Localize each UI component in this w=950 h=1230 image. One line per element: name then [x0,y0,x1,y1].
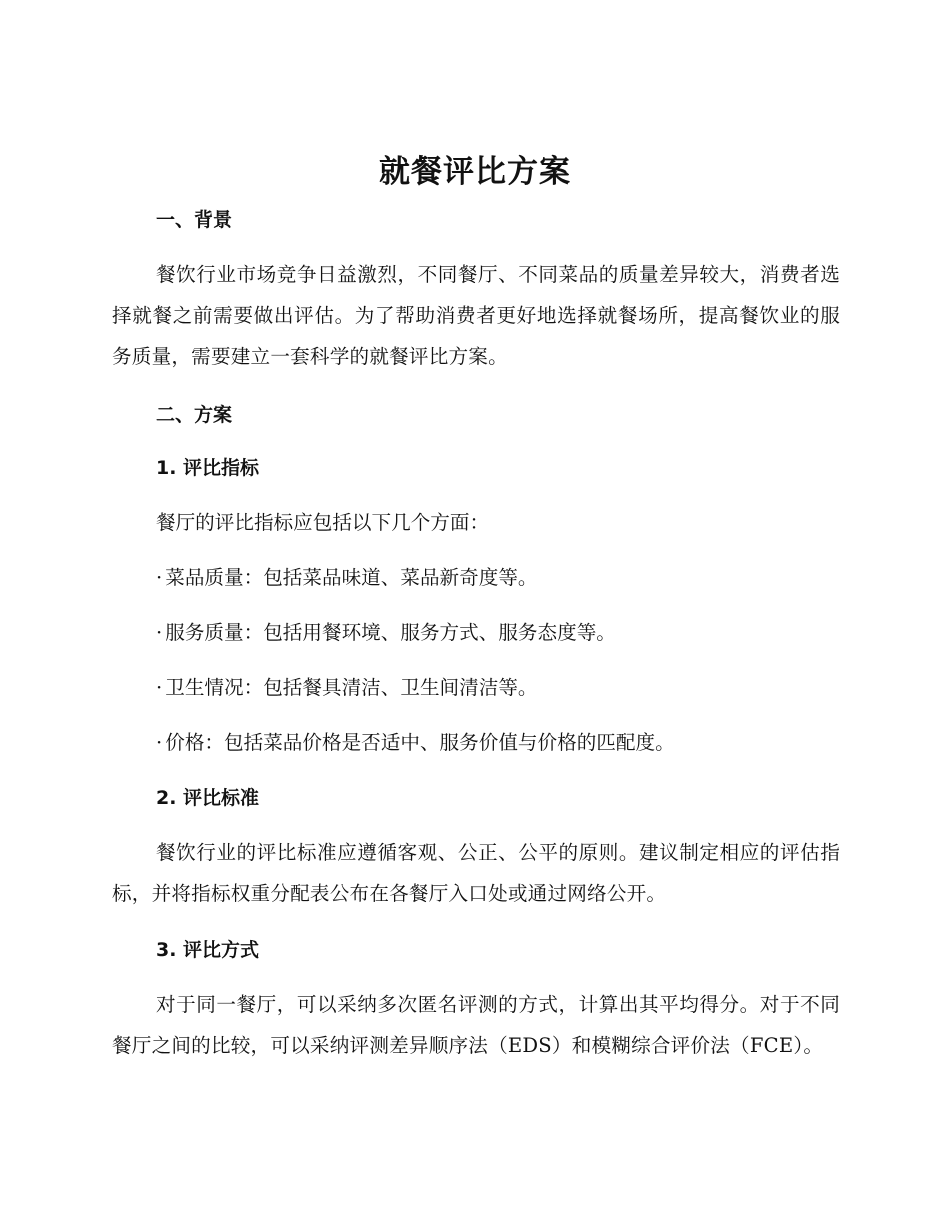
page-title: 就餐评比方案 [379,154,571,190]
methods-paragraph: 对于同一餐厅，可以采纳多次匿名评测的方式，计算出其平均得分。对于不同餐厅之间的比较，可以采纳评测差异顺序法（EDS）和模糊综合评价法（FCE）。 [112,993,840,1057]
list-item [156,728,675,758]
criteria-intro: 餐厅的评比指标应包括以下几个方面： [156,511,490,534]
subheading-standards: 2. 评比标准 [156,787,260,809]
bullet-icon: · [156,731,163,754]
list-item [156,563,538,593]
subheading-methods: 3. 评比方式 [156,939,260,961]
background-paragraph: 餐饮行业市场竞争日益激烈，不同餐厅、不同菜品的质量差异较大，消费者选择就餐之前需要做出评估。为了帮助消费者更好地选择就餐场所，提高餐饮业的服务质量，需要建立一套科学的就餐评比方案。 [112,263,840,368]
standards-paragraph: 餐饮行业的评比标准应遵循客观、公正、公平的原则。建议制定相应的评估指标，并将指标权重分配表公布在各餐厅入口处或通过网络公开。 [112,841,840,905]
subheading-criteria: 1. 评比指标 [156,457,260,479]
bullet-icon: · [156,621,163,644]
section-heading-plan: 二、方案 [156,404,233,426]
list-item-text: 服务质量：包括用餐环境、服务方式、服务态度等。 [165,621,616,644]
bullet-icon: · [156,566,163,589]
bullet-icon: · [156,676,163,699]
list-item-text: 价格：包括菜品价格是否适中、服务价值与价格的匹配度。 [165,731,675,754]
list-item [156,618,616,648]
section-heading-background: 一、背景 [156,209,233,231]
list-item-text: 卫生情况：包括餐具清洁、卫生间清洁等。 [165,676,538,699]
list-item [156,673,538,703]
list-item-text: 菜品质量：包括菜品味道、菜品新奇度等。 [165,566,538,589]
